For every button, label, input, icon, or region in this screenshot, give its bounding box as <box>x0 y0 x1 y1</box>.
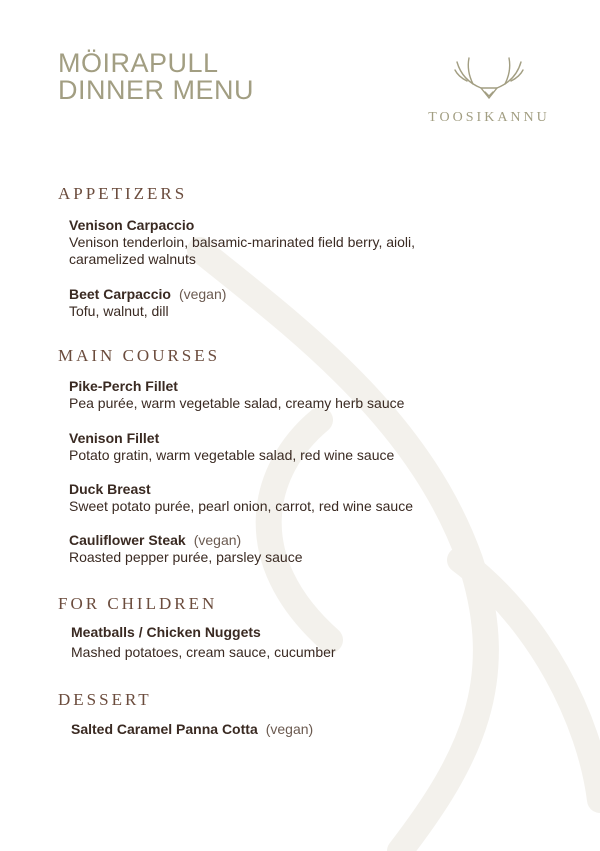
menu-item <box>71 624 541 661</box>
item-name: Venison Carpaccio <box>69 217 195 233</box>
brand-logo <box>418 52 560 126</box>
item-description: Mashed potatoes, cream sauce, cucumber <box>71 644 336 660</box>
menu-item <box>69 217 539 268</box>
item-name: Meatballs / Chicken Nuggets <box>71 624 261 640</box>
item-description-cont: caramelized walnuts <box>69 251 196 267</box>
vegan-tag: (vegan) <box>265 721 314 737</box>
item-name: Duck Breast <box>69 481 151 497</box>
item-description: Potato gratin, warm vegetable salad, red wine sauce <box>69 447 395 463</box>
section-title-for-children: FOR CHILDREN <box>58 594 218 613</box>
item-description: Sweet potato purée, pearl onion, carrot, red wine sauce <box>69 498 413 514</box>
menu-item <box>69 378 539 412</box>
menu-item <box>71 721 541 738</box>
vegan-tag: (vegan) <box>193 532 242 548</box>
menu-item <box>69 481 539 515</box>
item-description: Tofu, walnut, dill <box>69 303 169 319</box>
item-name: Venison Fillet <box>69 430 160 446</box>
menu-title-line-2: DINNER MENU <box>58 75 255 105</box>
item-name: Beet Carpaccio <box>69 286 171 302</box>
menu-item <box>69 430 539 464</box>
vegan-tag: (vegan) <box>178 286 227 302</box>
section-title-main-courses: MAIN COURSES <box>58 346 221 365</box>
menu-title-line-1: MÖIRAPULL <box>58 48 219 78</box>
menu-item <box>69 286 539 320</box>
item-name: Cauliflower Steak <box>69 532 186 548</box>
item-description: Venison tenderloin, balsamic-marinated field berry, aioli, <box>69 234 416 250</box>
item-description: Roasted pepper purée, parsley sauce <box>69 549 303 565</box>
antler-logo-icon <box>451 52 527 102</box>
item-name: Salted Caramel Panna Cotta <box>71 721 258 737</box>
section-title-appetizers: APPETIZERS <box>58 184 188 203</box>
menu-item <box>69 532 539 566</box>
menu-title <box>58 50 254 104</box>
item-description: Pea purée, warm vegetable salad, creamy herb sauce <box>69 395 405 411</box>
section-title-dessert: DESSERT <box>58 690 152 709</box>
item-name: Pike-Perch Fillet <box>69 378 178 394</box>
brand-name: TOOSIKANNU <box>428 110 550 125</box>
